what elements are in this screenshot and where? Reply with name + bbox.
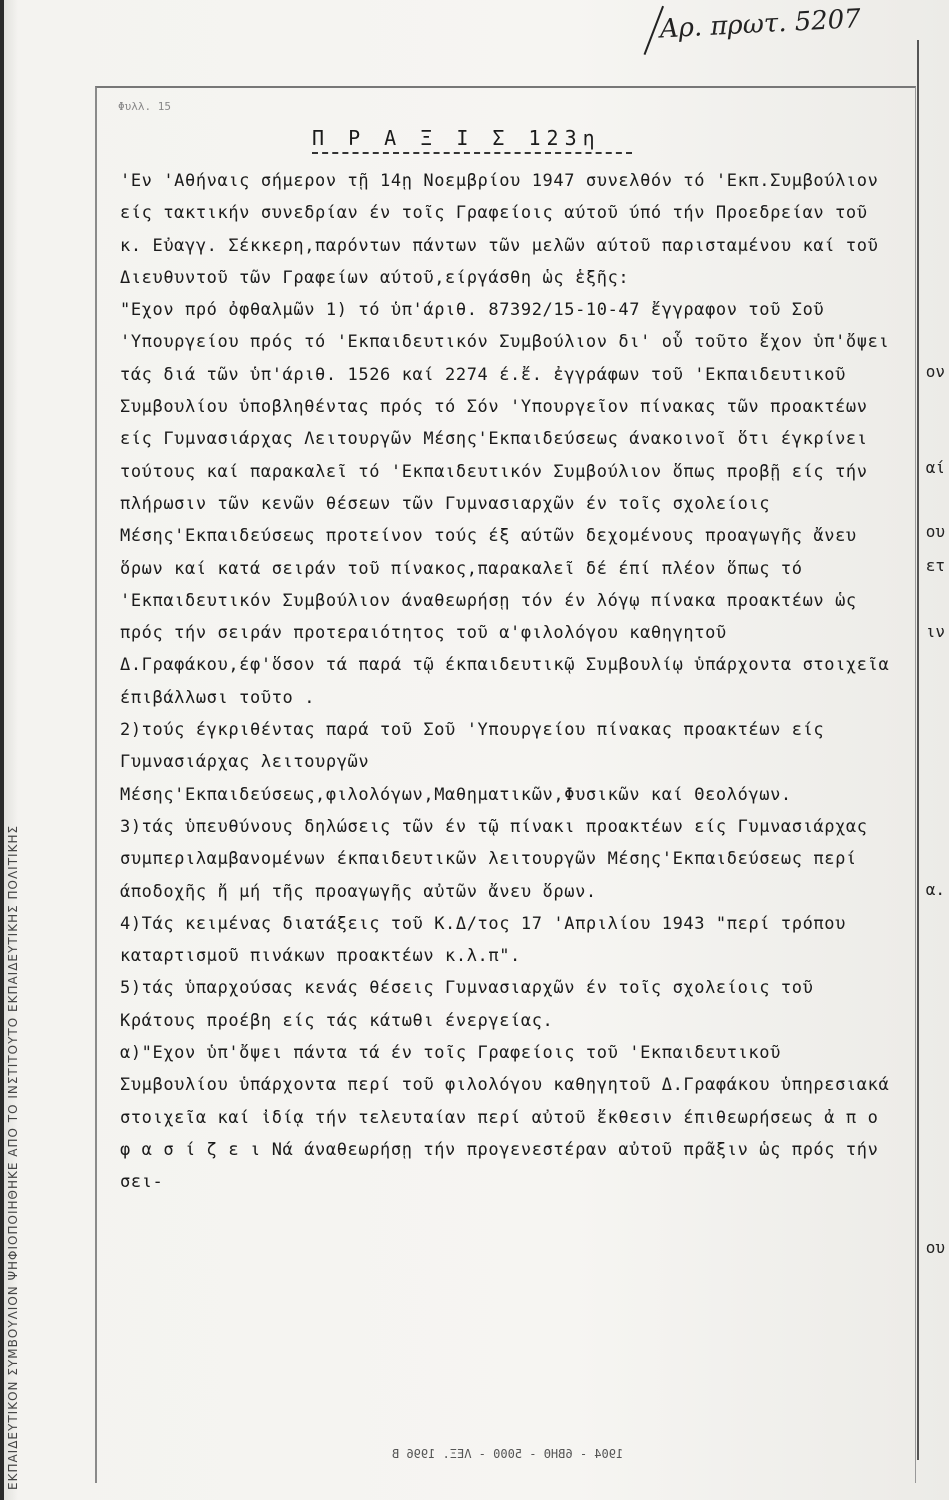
handwritten-protocol-number xyxy=(659,1,911,58)
paragraph-intro: 'Εν 'Αθήναις σήμερον τῇ 14ῃ Νοεμβρίου 1947 συνελθόν τό 'Εκπ.Συμβούλιον είς τακτικήν συνεδρίαν έν τοῖς Γραφείοις αύτοῦ ύπό τήν Προεδρείαν τοῦ κ. Εὐαγγ. Σέκκερη,παρόντων πάντων τῶν μελῶν αύτοῦ παρισταμένου καί τοῦ Διευθυντοῦ τῶν Γραφείων αύτοῦ,είργάσθη ὡς ἑξῆς: xyxy=(120,171,890,288)
paragraph-decision-a: α)"Εχον ὑπ'ὄψει πάντα τά έν τοῖς Γραφείοις τοῦ 'Εκπαιδευτικοῦ Συμβουλίου ὑπάρχοντα περί τοῦ φιλολόγου καθηγητοῦ Δ.Γραφάκου ὑπηρεσιακά στοιχεῖα καί ἰδίᾳ τήν τελευταίαν περί αὐτοῦ ἔκθεσιν έπιθεωρήσεως ἀ π ο φ α σ ί ζ ε ι Νά άναθεωρήσῃ τήν προγενεστέραν αὐτοῦ πρᾶξιν ὡς πρός τήν σει- xyxy=(120,1043,901,1193)
paragraph-item-3: 3)τάς ὑπευθύνους δηλώσεις τῶν έν τῷ πίνακι προακτέων είς Γυμνασιάρχας συμπεριλαμβανομένων έκπαιδευτικῶν λειτουργῶν Μέσης'Εκπαιδεύσεως περί άποδοχῆς ἤ μή τῆς προαγωγῆς αὐτῶν ἄνευ ὅρων. xyxy=(120,816,879,902)
right-fragment: ον xyxy=(925,362,945,381)
right-fragment: α. xyxy=(925,880,945,899)
side-stamp: ΕΚΠΑΙΔΕΥΤΙΚΟΝ ΣΥΜΒΟΥΛΙΟΝ xyxy=(6,1285,20,1490)
right-fragment: ου xyxy=(925,1238,945,1257)
page-reference: Φυλλ. 15 xyxy=(118,100,171,113)
paragraph-item-1: "Εχον πρό ὀφθαλμῶν 1) τό ὑπ'άριθ. 87392/15-10-47 ἔγγραφον τοῦ Σοῦ 'Υπουργείου πρός τό 'Εκπαιδευτικόν Συμβούλιον δι' οὗ τοῦτο ἔχον ὑπ'ὄψει τάς διά τῶν ὑπ'άριθ. 1526 καί 2274 έ.ἔ. ἐγγράφων τοῦ 'Εκπαιδευτικοῦ Συμβουλίου ὑποβληθέντας πρός τό Σόν 'Υπουργεῖον πίνακας τῶν προακτέων είς Γυμνασιάρχας Λειτουργῶν Μέσης'Εκπαιδεύσεως άνακοινοῖ ὅτι έγκρίνει τούτους καί παρακαλεῖ τό 'Εκπαιδευτικόν Συμβούλιον ὅπως προβῇ είς τήν πλήρωσιν τῶν κενῶν θέσεων τῶν Γυμνασιαρχῶν έν τοῖς σχολείοις Μέσης'Εκπαιδεύσεως προτείνον τούς έξ αύτῶν δεχομένους προαγωγῆς ἄνευ ὅρων καί κατά σειράν τοῦ πίνακος,παρακαλεῖ δέ έπί πλέον ὅπως τό 'Εκπαιδευτικόν Συμβούλιον άναθεωρήσῃ τόν έν λόγῳ πίνακα προακτέων ὡς πρός τήν σειράν προτεραιότητος τοῦ α'φιλολόγου καθηγητοῦ Δ.Γραφάκου,έφ'ὅσον τά παρά τῷ έκπαιδευτικῷ Συμβουλίῳ ὑπάρχοντα στοιχεῖα έπιβάλλωσι τοῦτο . xyxy=(120,300,901,708)
right-margin-fragments xyxy=(919,0,947,1500)
right-fragment: ου xyxy=(925,522,945,541)
right-fragment: ετ xyxy=(925,556,945,575)
paragraph-item-5: 5)τάς ὑπαρχούσας κενάς θέσεις Γυμνασιαρχῶν έν τοῖς σχολείοις τοῦ Κράτους προέβη είς τάς κάτωθι ένεργείας. xyxy=(120,978,825,1031)
handwritten-note-text: Αρ. πρωτ. 5207 xyxy=(659,4,862,45)
document-body xyxy=(120,165,900,1199)
document-title: Π Ρ Α Ξ Ι Σ 123η xyxy=(312,126,632,154)
right-fragment: ιν xyxy=(925,622,945,641)
page-left-edge xyxy=(0,0,4,1500)
mirrored-footer-print: 1904 - 6ΒΗΘ - 5000 - ΛΕΞ. 1996 Β xyxy=(392,1447,624,1461)
paragraph-item-2: 2)τούς έγκριθέντας παρά τοῦ Σοῦ 'Υπουργείου πίνακας προακτέων είς Γυμνασιάρχας λειτουργῶν Μέσης'Εκπαιδεύσεως,φιλολόγων,Μαθηματικῶν,Φυσικῶν καί Θεολόγων. xyxy=(120,720,836,805)
side-archive-label: ΨΗΦΙΟΠΟΙΗΘΗΚΕ ΑΠΟ ΤΟ ΙΝΣΤΙΤΟΥΤΟ ΕΚΠΑΙΔΕΥΤΙΚΗΣ ΠΟΛΙΤΙΚΗΣ xyxy=(6,824,20,1281)
paragraph-item-4: 4)Τάς κειμένας διατάξεις τοῦ Κ.Δ/τος 17 'Απριλίου 1943 "περί τρόπου καταρτισμοῦ πινάκων προακτέων κ.λ.π". xyxy=(120,913,857,967)
right-fragment: αί xyxy=(925,458,945,477)
side-archive-text xyxy=(6,90,30,1490)
